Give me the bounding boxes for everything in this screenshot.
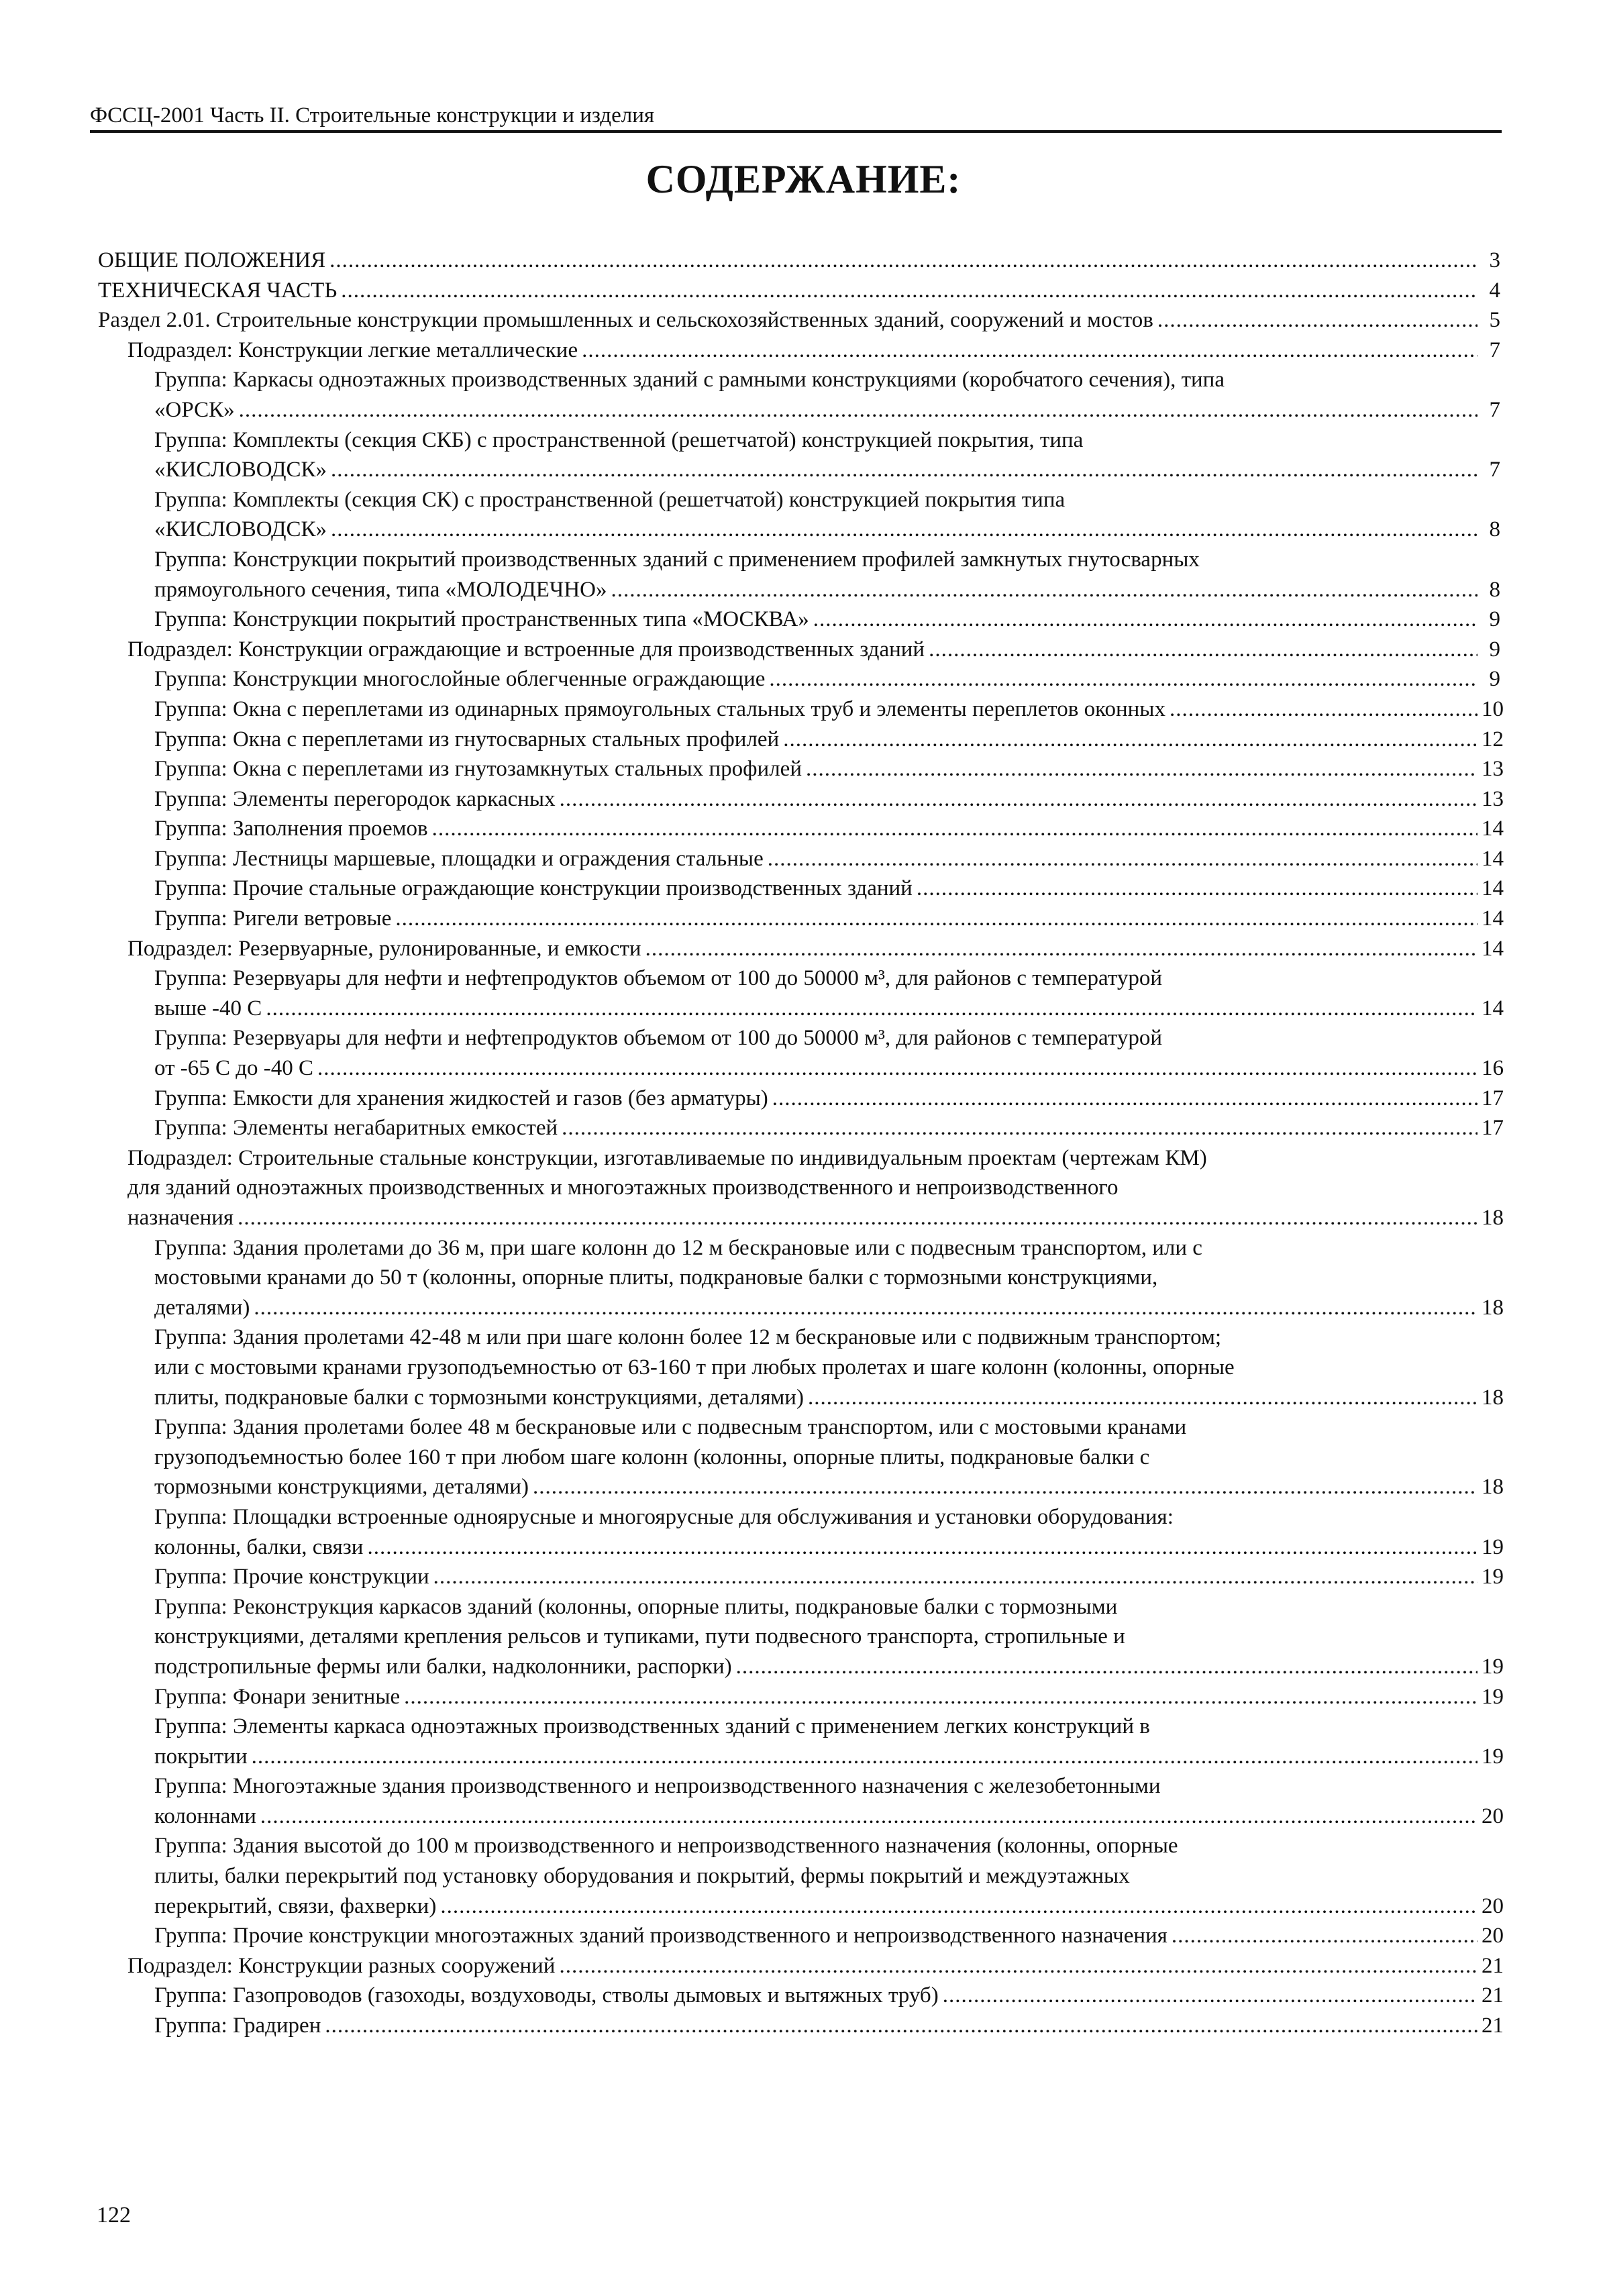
dot-leader	[559, 1951, 1478, 1981]
toc-page-number: 14	[1482, 936, 1504, 961]
toc-entry-text-line: Группа: Резервуары для нефти и нефтепродуктов объемом от 100 до 50000 м³, для районов с температурой	[154, 1026, 1162, 1051]
toc-entry-last-line	[154, 2011, 1504, 2041]
toc-page-number: 13	[1482, 786, 1504, 811]
toc-entry-text-line: Группа: Прочие конструкции	[154, 1565, 429, 1589]
toc-entry	[98, 1682, 1504, 1712]
toc-entry-last-line	[127, 635, 1500, 665]
toc-entry-text-line: Подраздел: Конструкции разных сооружений	[127, 1953, 556, 1978]
toc-entry-text-line: мостовыми кранами до 50 т (колонны, опорные плиты, подкрановые балки с тормозными конструкциями,	[154, 1265, 1158, 1290]
toc-entry-last-line	[154, 1472, 1504, 1502]
toc-entry	[98, 1771, 1504, 1831]
toc-entry	[98, 904, 1504, 934]
toc-entry	[98, 1712, 1504, 1771]
toc-entry	[98, 1592, 1504, 1682]
dot-leader	[611, 575, 1478, 605]
toc-entry-text-line: Подраздел: Конструкции ограждающие и встроенные для производственных зданий	[127, 637, 925, 662]
toc-entry-last-line	[127, 335, 1500, 366]
toc-entry-text-line: Группа: Каркасы одноэтажных производственных зданий с рамными конструкциями (коробчатого сечения), типа	[154, 368, 1225, 393]
toc-entry-text-line: Группа: Газопроводов (газоходы, воздуховоды, стволы дымовых и вытяжных труб)	[154, 1983, 939, 2008]
dot-leader	[736, 1652, 1478, 1682]
toc-entry-last-line	[154, 1742, 1504, 1772]
toc-entry-text-line: Группа: Конструкции многослойные облегченные ограждающие	[154, 667, 766, 692]
toc-entry-last-line	[154, 1891, 1504, 1922]
toc-entry	[98, 276, 1500, 306]
toc-entry-text-line: подстропильные фермы или балки, надколонники, распорки)	[154, 1654, 732, 1679]
toc-entry	[98, 1412, 1504, 1502]
toc-entry-last-line	[154, 904, 1504, 934]
toc-page-number: 18	[1482, 1295, 1504, 1320]
toc-entry-last-line	[154, 1921, 1504, 1951]
toc-entry-last-line	[154, 874, 1504, 904]
toc-entry-text-line: Группа: Многоэтажные здания производственного и непроизводственного назначения с железобетонными	[154, 1774, 1161, 1799]
toc-entry-last-line	[154, 1532, 1504, 1563]
toc-entry-last-line	[154, 1682, 1504, 1712]
toc-entry-text-line: «ОРСК»	[154, 397, 235, 422]
toc-page-number: 21	[1482, 2014, 1504, 2038]
dot-leader	[1157, 305, 1478, 335]
dot-leader	[433, 1562, 1478, 1592]
toc-entry-text-line: ТЕХНИЧЕСКАЯ ЧАСТЬ	[98, 278, 338, 303]
toc-entry-last-line	[154, 605, 1500, 635]
toc-page-number: 4	[1489, 278, 1500, 303]
toc-entry-text-line: Группа: Лестницы маршевые, площадки и ограждения стальные	[154, 846, 764, 871]
toc-entry-text-line: Группа: Окна с переплетами из одинарных прямоугольных стальных труб и элементы переплетов оконных	[154, 696, 1165, 721]
dot-leader	[560, 784, 1478, 815]
toc-entry	[98, 305, 1500, 335]
dot-leader	[260, 1802, 1478, 1832]
toc-entry-last-line	[154, 1802, 1504, 1832]
dot-leader	[533, 1472, 1478, 1502]
toc-page-number: 18	[1482, 1385, 1504, 1410]
toc-entry-text-line: Группа: Реконструкция каркасов зданий (колонны, опорные плиты, подкрановые балки с тормозными	[154, 1594, 1118, 1619]
toc-page-number: 5	[1489, 308, 1500, 333]
dot-leader	[238, 1203, 1478, 1233]
toc-entry-last-line	[154, 1053, 1504, 1084]
toc-entry-text-line: Группа: Окна с переплетами из гнутозамкнутых стальных профилей	[154, 757, 802, 782]
toc-page-number: 13	[1482, 757, 1504, 782]
dot-leader	[768, 844, 1478, 874]
toc-entry-text-line: прямоугольного сечения, типа «МОЛОДЕЧНО»	[154, 577, 607, 602]
toc-entry-last-line	[154, 455, 1500, 485]
toc-entry-text-line: Подраздел: Резервуарные, рулонированные, и емкости	[127, 936, 641, 961]
toc-entry-text-line: Группа: Комплекты (секция СКБ) с пространственной (решетчатой) конструкцией покрытия, типа	[154, 427, 1084, 452]
toc-page-number: 21	[1482, 1953, 1504, 1978]
toc-entry-text-line: Группа: Конструкции покрытий производственных зданий с применением профилей замкнутых гнутосварных	[154, 547, 1200, 572]
toc-entry-text-line: для зданий одноэтажных производственных и многоэтажных производственного и непроизводственного	[127, 1176, 1119, 1200]
dot-leader	[813, 605, 1478, 635]
toc-page-number: 17	[1482, 1086, 1504, 1110]
toc-entry-text-line: или с мостовыми кранами грузоподъемностью от 63-160 т при любых пролетах и шаге колонн (колонны, опорные	[154, 1355, 1235, 1379]
toc-entry-last-line	[98, 305, 1500, 335]
dot-leader	[582, 335, 1478, 366]
toc-entry-text-line: Группа: Здания пролетами 42-48 м или при шаге колонн более 12 м бескрановые или с подвижным транспортом;	[154, 1325, 1222, 1350]
toc-entry-last-line	[154, 814, 1504, 844]
dot-leader	[254, 1293, 1478, 1323]
toc-entry	[98, 1502, 1504, 1562]
toc-entry-text-line: Группа: Фонари зенитные	[154, 1684, 401, 1709]
toc-page-number: 14	[1482, 876, 1504, 901]
dot-leader	[404, 1682, 1478, 1712]
toc-entry-last-line	[154, 1113, 1504, 1143]
dot-leader	[266, 994, 1478, 1024]
toc-page-number: 7	[1489, 337, 1500, 362]
toc-page-number: 20	[1482, 1893, 1504, 1918]
toc-page-number: 9	[1489, 637, 1500, 662]
toc-entry-text-line: назначения	[127, 1206, 234, 1230]
toc-entry-last-line	[154, 844, 1504, 874]
toc-entry-text-line: ОБЩИЕ ПОЛОЖЕНИЯ	[98, 248, 326, 272]
toc-entry	[98, 1143, 1504, 1233]
toc-page-number: 8	[1489, 577, 1500, 602]
toc-entry	[98, 754, 1504, 784]
toc-entry	[98, 934, 1504, 964]
toc-entry	[98, 1113, 1504, 1143]
toc-page-number: 12	[1482, 727, 1504, 751]
toc-entry-text-line: «КИСЛОВОДСК»	[154, 517, 327, 542]
toc-entry	[98, 694, 1504, 725]
dot-leader	[239, 395, 1478, 425]
toc-page-number: 8	[1489, 517, 1500, 542]
dot-leader	[806, 754, 1478, 784]
toc-page-number: 14	[1482, 996, 1504, 1021]
toc-entry	[98, 635, 1500, 665]
dot-leader	[943, 1981, 1478, 2011]
toc-page-number: 21	[1482, 1983, 1504, 2008]
dot-leader	[440, 1891, 1478, 1922]
toc-entry-text-line: Подраздел: Конструкции легкие металлические	[127, 337, 578, 362]
toc-page-number: 9	[1489, 667, 1500, 692]
toc-entry	[98, 246, 1500, 276]
toc-entry-text-line: плиты, подкрановые балки с тормозными конструкциями, деталями)	[154, 1385, 804, 1410]
toc-entry	[98, 1921, 1504, 1951]
toc-entry-last-line	[127, 1951, 1504, 1981]
toc-entry	[98, 605, 1500, 635]
dot-leader	[395, 904, 1478, 934]
page-number: 122	[97, 2203, 131, 2228]
toc-entry	[98, 1023, 1504, 1083]
toc-entry	[98, 1322, 1504, 1412]
toc-entry-text-line: Группа: Элементы перегородок каркасных	[154, 786, 556, 811]
table-of-contents	[98, 246, 1504, 2041]
toc-entry-last-line	[154, 1562, 1504, 1592]
toc-entry-text-line: покрытии	[154, 1744, 248, 1769]
toc-page-number: 14	[1482, 906, 1504, 931]
toc-page-number: 19	[1482, 1744, 1504, 1769]
toc-entry-last-line	[154, 1981, 1504, 2011]
toc-page-number: 18	[1482, 1206, 1504, 1230]
dot-leader	[317, 1053, 1478, 1084]
toc-entry-last-line	[98, 246, 1500, 276]
toc-entry	[98, 545, 1500, 605]
toc-entry	[98, 784, 1504, 815]
toc-entry	[98, 365, 1500, 425]
toc-entry-text-line: Группа: Комплекты (секция СК) с пространственной (решетчатой) конструкцией покрытия типа	[154, 487, 1066, 512]
toc-page-number: 7	[1489, 458, 1500, 482]
toc-entry-text-line: от -65 С до -40 С	[154, 1056, 314, 1081]
toc-page-number: 17	[1482, 1116, 1504, 1141]
toc-entry-text-line: выше -40 С	[154, 996, 262, 1021]
toc-entry-text-line: «КИСЛОВОДСК»	[154, 458, 327, 482]
toc-entry-text-line: Раздел 2.01. Строительные конструкции промышленных и сельскохозяйственных зданий, сооружений и мостов	[98, 308, 1153, 333]
dot-leader	[783, 725, 1478, 755]
dot-leader	[929, 635, 1478, 665]
toc-entry-last-line	[154, 754, 1504, 784]
toc-entry-text-line: колоннами	[154, 1804, 256, 1828]
dot-leader	[808, 1383, 1478, 1413]
toc-entry	[98, 2011, 1504, 2041]
toc-entry	[98, 664, 1500, 694]
toc-entry-text-line: перекрытий, связи, фахверки)	[154, 1893, 437, 1918]
toc-page-number: 14	[1482, 817, 1504, 841]
toc-entry-text-line: тормозными конструкциями, деталями)	[154, 1475, 529, 1500]
toc-entry	[98, 485, 1500, 545]
toc-entry-last-line	[154, 1084, 1504, 1114]
toc-entry-last-line	[154, 515, 1500, 545]
toc-entry	[98, 335, 1500, 366]
toc-page-number: 20	[1482, 1924, 1504, 1948]
toc-page-number: 20	[1482, 1804, 1504, 1828]
toc-entry-text-line: плиты, балки перекрытий под установку оборудования и покрытий, фермы покрытий и междуэтажных	[154, 1864, 1130, 1889]
toc-entry-last-line	[98, 276, 1500, 306]
toc-entry	[98, 874, 1504, 904]
toc-entry-text-line: Группа: Элементы каркаса одноэтажных производственных зданий с применением легких конструкций в	[154, 1714, 1150, 1739]
dot-leader	[432, 814, 1478, 844]
toc-page-number: 3	[1489, 248, 1500, 272]
toc-page-number: 7	[1489, 397, 1500, 422]
toc-entry	[98, 725, 1504, 755]
dot-leader	[325, 2011, 1478, 2041]
toc-entry-last-line	[154, 694, 1504, 725]
toc-entry-last-line	[154, 725, 1504, 755]
dot-leader	[562, 1113, 1478, 1143]
toc-entry-text-line: Группа: Элементы негабаритных емкостей	[154, 1116, 558, 1141]
toc-entry-text-line: Группа: Прочие конструкции многоэтажных зданий производственного и непроизводственного назначения	[154, 1924, 1168, 1948]
toc-entry	[98, 1831, 1504, 1921]
dot-leader	[252, 1742, 1478, 1772]
toc-entry-last-line	[154, 1652, 1504, 1682]
toc-entry-text-line: Группа: Площадки встроенные одноярусные и многоярусные для обслуживания и установки оборудования:	[154, 1504, 1174, 1529]
toc-entry	[98, 1981, 1504, 2011]
toc-entry-text-line: Подраздел: Строительные стальные конструкции, изготавливаемые по индивидуальным проектам (чертежам КМ)	[127, 1145, 1207, 1170]
page-title: СОДЕРЖАНИЕ:	[645, 157, 962, 201]
toc-entry-text-line: Группа: Емкости для хранения жидкостей и газов (без арматуры)	[154, 1086, 768, 1110]
toc-entry-text-line: конструкциями, деталями крепления рельсов и тупиками, пути подвесного транспорта, стропильные и	[154, 1624, 1125, 1649]
toc-entry-text-line: колонны, балки, связи	[154, 1534, 364, 1559]
toc-entry-text-line: Группа: Заполнения проемов	[154, 817, 428, 841]
dot-leader	[917, 874, 1478, 904]
toc-entry	[98, 425, 1500, 485]
toc-entry-text-line: Группа: Окна с переплетами из гнутосварных стальных профилей	[154, 727, 780, 751]
toc-entry-text-line: Группа: Здания высотой до 100 м производственного и непроизводственного назначения (колонны, опорные	[154, 1834, 1178, 1859]
toc-entry	[98, 1562, 1504, 1592]
toc-page-number: 14	[1482, 846, 1504, 871]
toc-entry-last-line	[154, 395, 1500, 425]
toc-entry-last-line	[127, 934, 1504, 964]
toc-entry	[98, 844, 1504, 874]
toc-entry-text-line: Группа: Резервуары для нефти и нефтепродуктов объемом от 100 до 50000 м³, для районов с температурой	[154, 966, 1162, 991]
toc-entry-last-line	[154, 1293, 1504, 1323]
dot-leader	[1172, 1921, 1478, 1951]
dot-leader	[331, 455, 1478, 485]
dot-leader	[341, 276, 1478, 306]
toc-page-number: 18	[1482, 1475, 1504, 1500]
dot-leader	[645, 934, 1478, 964]
toc-entry-text-line: Группа: Здания пролетами до 36 м, при шаге колонн до 12 м бескрановые или с подвесным транспортом, или с	[154, 1235, 1202, 1260]
toc-entry	[98, 1233, 1504, 1323]
dot-leader	[331, 515, 1478, 545]
toc-entry-last-line	[154, 664, 1500, 694]
running-header: ФССЦ-2001 Часть II. Строительные конструкции и изделия	[90, 102, 1502, 133]
toc-entry-text-line: Группа: Конструкции покрытий пространственных типа «МОСКВА»	[154, 607, 809, 632]
toc-page-number: 19	[1482, 1684, 1504, 1709]
toc-entry-text-line: Группа: Прочие стальные ограждающие конструкции производственных зданий	[154, 876, 913, 901]
toc-entry-last-line	[127, 1203, 1504, 1233]
toc-page-number: 9	[1489, 607, 1500, 632]
toc-entry	[98, 1951, 1504, 1981]
toc-entry-text-line: Группа: Здания пролетами более 48 м бескрановые или с подвесным транспортом, или с мостовыми кранами	[154, 1415, 1187, 1440]
toc-entry-text-line: Группа: Градирен	[154, 2014, 321, 2038]
toc-page-number: 19	[1482, 1534, 1504, 1559]
toc-entry-last-line	[154, 994, 1504, 1024]
dot-leader	[329, 246, 1478, 276]
toc-page-number: 19	[1482, 1565, 1504, 1589]
toc-entry	[98, 1084, 1504, 1114]
toc-entry	[98, 963, 1504, 1023]
toc-entry-last-line	[154, 1383, 1504, 1413]
dot-leader	[772, 1084, 1478, 1114]
dot-leader	[367, 1532, 1478, 1563]
toc-entry-text-line: грузоподъемностью более 160 т при любом шаге колонн (колонны, опорные плиты, подкрановые балки с	[154, 1445, 1150, 1469]
dot-leader	[1170, 694, 1478, 725]
toc-page-number: 10	[1482, 696, 1504, 721]
toc-entry-last-line	[154, 784, 1504, 815]
toc-entry	[98, 814, 1504, 844]
toc-entry-last-line	[154, 575, 1500, 605]
toc-entry-text-line: деталями)	[154, 1295, 250, 1320]
toc-page-number: 16	[1482, 1056, 1504, 1081]
toc-page-number: 19	[1482, 1654, 1504, 1679]
dot-leader	[769, 664, 1478, 694]
toc-entry-text-line: Группа: Ригели ветровые	[154, 906, 392, 931]
